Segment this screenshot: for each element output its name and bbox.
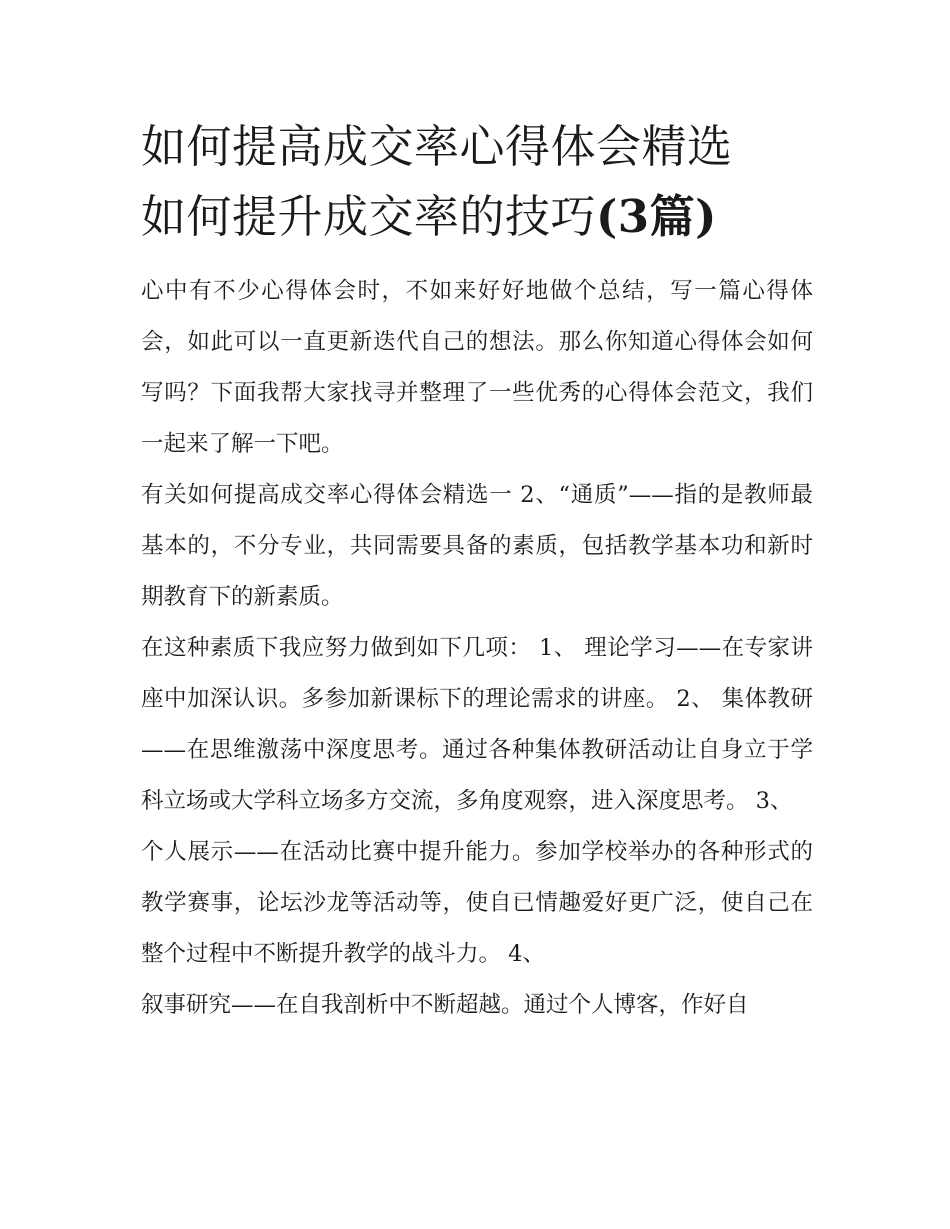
paragraph-personal-showcase: 个人展示——在活动比赛中提升能力。参加学校举办的各种形式的教学赛事，论坛沙龙等活动等，使自已情趣爱好更广泛，使自己在整个过程中不断提升教学的战斗力。 4、 [141,839,813,967]
paragraph-intro: 心中有不少心得体会时，不如来好好地做个总结，写一篇心得体会，如此可以一直更新迭代自己的想法。那么你知道心得体会如何写吗？下面我帮大家找寻并整理了一些优秀的心得体会范文，我们一起来了解一下吧。 [141,278,813,457]
document-body [141,112,813,1031]
paragraph-narrative-research: 叙事研究——在自我剖析中不断超越。通过个人博客，作好自 [141,992,749,1018]
title-line-2: 如何提升成交率的技巧 [141,190,597,243]
paragraph-efforts: 在这种素质下我应努力做到如下几项： 1、 理论学习——在专家讲座中加深认识。多参加新课标下的理论需求的讲座。 2、 集体教研——在思维激荡中深度思考。通过各种集体教研活动让自身立于学科立场或大学科立场多方交流，多角度观察，进入深度思考。 3、 [141,635,813,814]
document-title [141,112,813,252]
paragraph-tongzhi: 有关如何提高成交率心得体会精选一 2、“通质”——指的是教师最基本的，不分专业，共同需要具备的素质，包括教学基本功和新时期教育下的新素质。 [141,482,813,610]
title-count: (3篇) [596,190,717,243]
title-line-1: 如何提高成交率心得体会精选 [141,120,733,173]
